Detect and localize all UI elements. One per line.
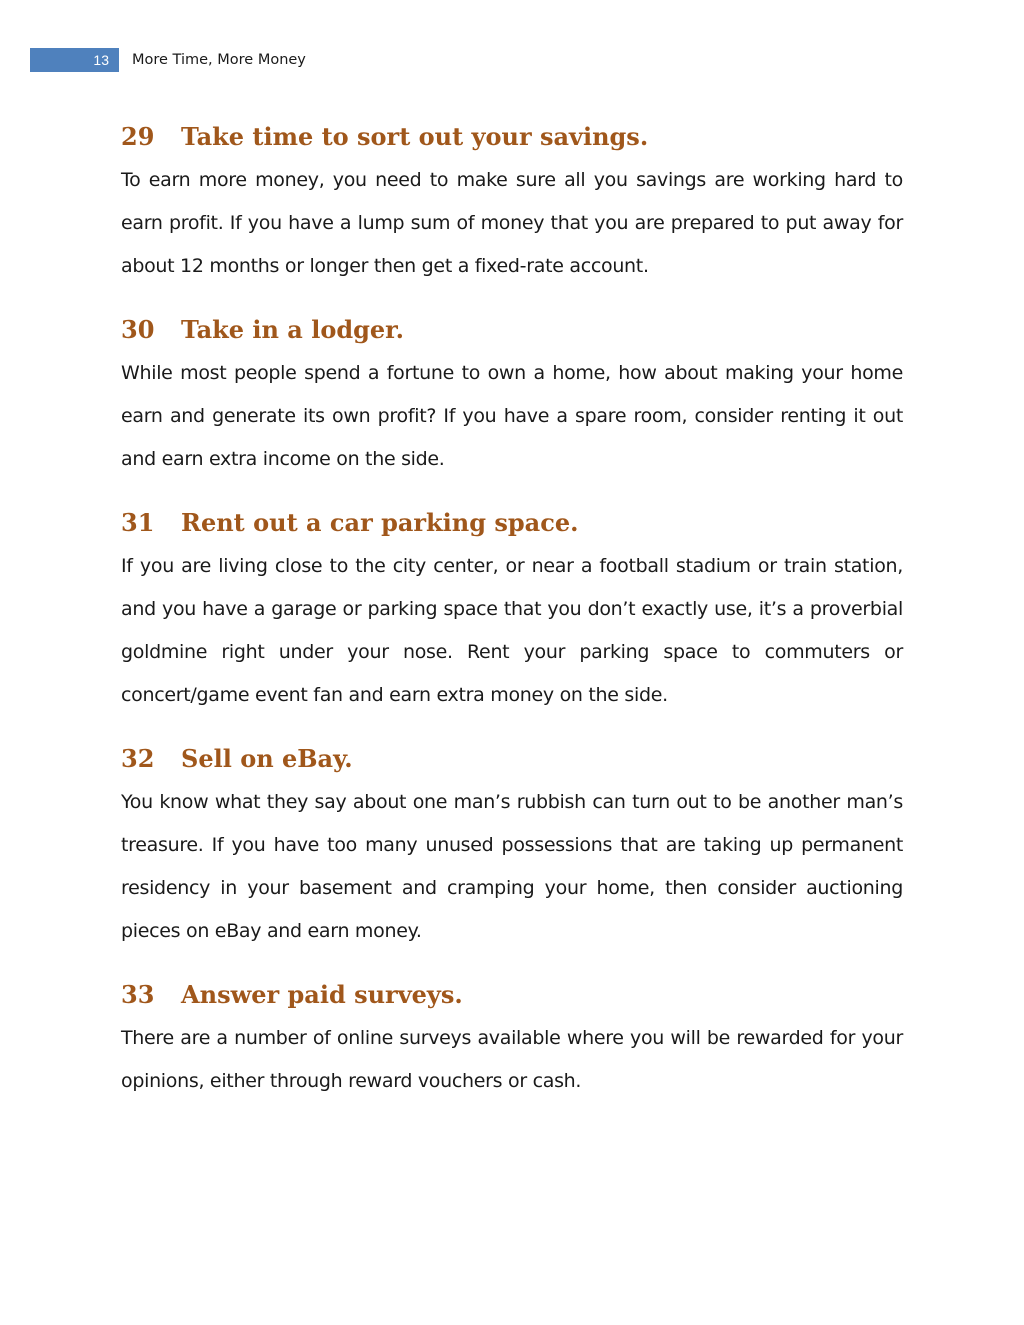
section-paragraph: You know what they say about one man’s rubbish can turn out to be another man’s treasure. If you have too many unused possessions that are taking up permanent residency in your basement and cramping your home, then consider auctioning pieces on eBay and earn money.: [121, 791, 903, 942]
page-header: [30, 48, 306, 72]
section-number: 32: [121, 744, 155, 773]
section-paragraph: There are a number of online surveys available where you will be rewarded for your opinions, either through reward vouchers or cash.: [121, 1027, 903, 1092]
section-title: Rent out a car parking space.: [181, 508, 579, 537]
section-paragraph: While most people spend a fortune to own a home, how about making your home earn and generate its own profit? If you have a spare room, consider renting it out and earn extra income on the side.: [121, 362, 903, 470]
section-title: Take time to sort out your savings.: [181, 122, 649, 151]
section-title: Answer paid surveys.: [181, 980, 463, 1009]
section-29: [121, 115, 903, 288]
section-paragraph: If you are living close to the city center, or near a football stadium or train station, and you have a garage or parking space that you don’t exactly use, it’s a proverbial goldmine right under your nose. Rent your parking space to commuters or concert/game event fan and earn extra money on the side.: [121, 555, 903, 706]
section-number: 31: [121, 508, 155, 537]
section-33: [121, 973, 903, 1103]
page-body: [121, 115, 903, 1103]
section-30: [121, 308, 903, 481]
section-number: 33: [121, 980, 155, 1009]
section-32: [121, 737, 903, 953]
running-title: More Time, More Money: [132, 52, 306, 68]
section-heading: [121, 115, 903, 159]
section-number: 30: [121, 315, 155, 344]
section-heading: [121, 501, 903, 545]
section-heading: [121, 973, 903, 1017]
section-heading: [121, 737, 903, 781]
section-title: Take in a lodger.: [181, 315, 404, 344]
page-number: 13: [30, 48, 119, 72]
section-heading: [121, 308, 903, 352]
section-paragraph: To earn more money, you need to make sure all you savings are working hard to earn profit. If you have a lump sum of money that you are prepared to put away for about 12 months or longer then get a fixed-rate account.: [121, 169, 903, 277]
section-title: Sell on eBay.: [181, 744, 353, 773]
section-number: 29: [121, 122, 155, 151]
section-31: [121, 501, 903, 717]
